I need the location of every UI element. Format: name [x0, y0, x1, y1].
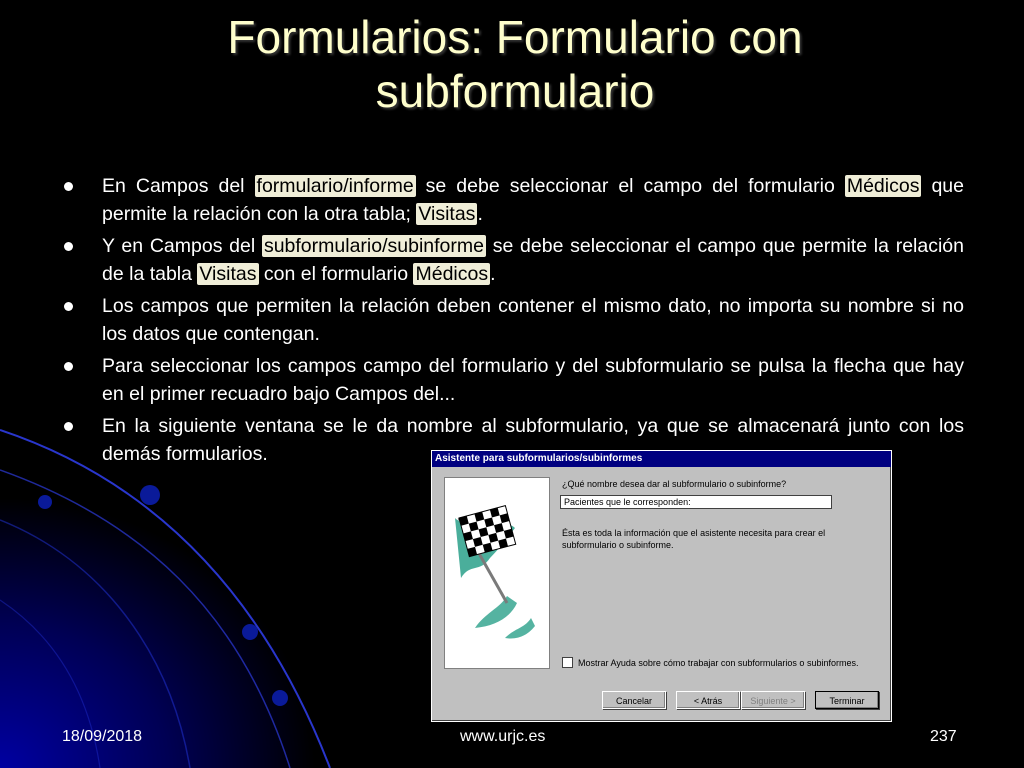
checkered-flag-icon	[444, 477, 550, 669]
highlighted-term: Visitas	[199, 263, 257, 285]
bullet-text: Los campos que permiten la relación deben contener el mismo dato, no importa su nombre si no los datos que contengan.	[102, 295, 964, 345]
bullet-text: con el formulario	[258, 263, 414, 285]
footer-date: 18/09/2018	[62, 728, 143, 745]
bullet-text: se debe seleccionar el campo que permite la relación de la tabla	[102, 235, 964, 285]
help-checkbox[interactable]	[562, 657, 573, 668]
bullet-text: En Campos del	[102, 175, 255, 197]
bullet-text: se debe seleccionar el campo del formulario	[415, 175, 845, 197]
dialog-titlebar[interactable]: Asistente para subformularios/subinformes	[432, 451, 891, 467]
subform-name-input[interactable]	[560, 495, 832, 509]
bullet-text: En la siguiente ventana se le da nombre al subformulario, ya que se almacenará junto con los demás formularios.	[102, 415, 964, 465]
highlighted-term: formulario/informe	[256, 175, 414, 197]
footer-url[interactable]: www.urjc.es	[460, 728, 546, 745]
subform-wizard-dialog	[431, 450, 892, 722]
bullet-dot-icon	[64, 362, 73, 371]
footer-page-number: 237	[930, 728, 957, 745]
bullet-item	[60, 172, 964, 228]
bullet-item	[60, 352, 964, 408]
slide-title	[60, 10, 970, 118]
bullet-dot-icon	[64, 422, 73, 431]
help-checkbox-label[interactable]: Mostrar Ayuda sobre cómo trabajar con subformularios o subinformes.	[578, 657, 859, 668]
back-button[interactable]: < Atrás	[676, 691, 740, 709]
bullet-text: Para seleccionar los campos campo del formulario y del subformulario se pulsa la flecha que hay en el primer recuadro bajo Campos del...	[102, 355, 964, 405]
cancel-button[interactable]: Cancelar	[602, 691, 666, 709]
bullet-item	[60, 232, 964, 288]
bullet-text: que permite la relación con la otra tabla;	[102, 175, 965, 225]
bullet-dot-icon	[64, 242, 73, 251]
finish-button[interactable]: Terminar	[815, 691, 879, 709]
next-button[interactable]: Siguiente >	[741, 691, 805, 709]
bullet-dot-icon	[64, 182, 73, 191]
highlighted-term: Visitas	[418, 203, 476, 225]
bullet-item	[60, 292, 964, 348]
help-checkbox-row[interactable]	[562, 657, 858, 668]
dialog-info-line2: subformulario o subinforme.	[562, 540, 674, 550]
dialog-info-line1: Ésta es toda la información que el asistente necesita para crear el	[562, 528, 826, 538]
bullet-dot-icon	[64, 302, 73, 311]
dialog-info-text	[562, 527, 852, 551]
highlighted-term: subformulario/subinforme	[263, 235, 484, 257]
slide-title-line2: subformulario	[375, 65, 655, 117]
dialog-question-label: ¿Qué nombre desea dar al subformulario o subinforme?	[562, 479, 787, 489]
highlighted-term: Médicos	[415, 263, 489, 285]
bullet-text: .	[477, 203, 483, 225]
bullet-text: Y en Campos del	[102, 235, 262, 257]
bullet-text: .	[490, 263, 496, 285]
slide-title-line1: Formularios: Formulario con	[227, 11, 803, 63]
highlighted-term: Médicos	[846, 175, 920, 197]
bullet-list	[60, 172, 964, 472]
